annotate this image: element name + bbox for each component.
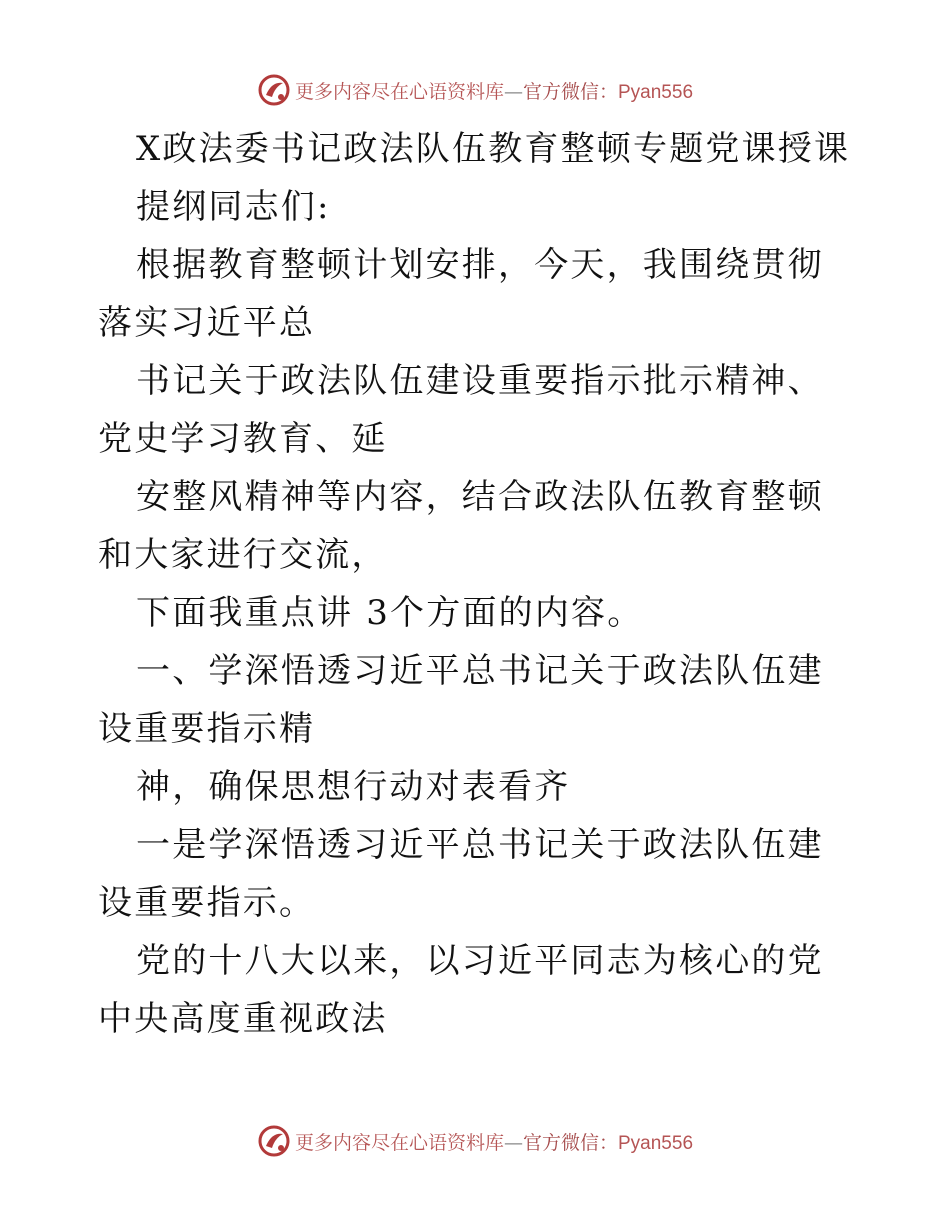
- paragraph: 一是学深悟透习近平总书记关于政法队伍建设重要指示。: [98, 825, 824, 923]
- watermark-separator: —: [503, 80, 523, 103]
- watermark-brand: 更多内容尽在心语资料库: [294, 1131, 504, 1154]
- paragraph: 根据教育整顿计划安排，今天，我围绕贯彻落实习近平总: [98, 245, 824, 343]
- paragraph: 安整风精神等内容，结合政法队伍教育整顿和大家进行交流，: [98, 477, 824, 575]
- watermark-group: [257, 73, 693, 107]
- watermark-text: [295, 1128, 693, 1155]
- watermark-account-id: Pyan556: [618, 81, 694, 103]
- document-body: [98, 120, 858, 1048]
- paragraph: 神，确保思想行动对表看齐: [136, 767, 571, 807]
- red-brush-seal-icon: [257, 73, 291, 107]
- watermark-separator: —: [503, 1131, 523, 1154]
- watermark-account-id: Pyan556: [618, 1132, 694, 1154]
- footer-watermark: [0, 1121, 950, 1161]
- paragraph-salutation: 提纲同志们:: [136, 187, 331, 227]
- section-heading: 一、学深悟透习近平总书记关于政法队伍建设重要指示精: [98, 651, 824, 749]
- red-brush-seal-icon: [257, 1124, 291, 1158]
- watermark-text: [295, 77, 693, 104]
- watermark-label: 官方微信：: [522, 1131, 618, 1154]
- watermark-label: 官方微信：: [522, 80, 618, 103]
- header-watermark: [0, 70, 950, 110]
- paragraph-title: X政法委书记政法队伍教育整顿专题党课授课: [136, 129, 851, 169]
- paragraph: 党的十八大以来，以习近平同志为核心的党中央高度重视政法: [98, 941, 824, 1039]
- watermark-group: [257, 1124, 693, 1158]
- paragraph: 书记关于政法队伍建设重要指示批示精神、党史学习教育、延: [98, 361, 824, 459]
- paragraph: 下面我重点讲 3个方面的内容。: [136, 593, 644, 633]
- watermark-brand: 更多内容尽在心语资料库: [294, 80, 504, 103]
